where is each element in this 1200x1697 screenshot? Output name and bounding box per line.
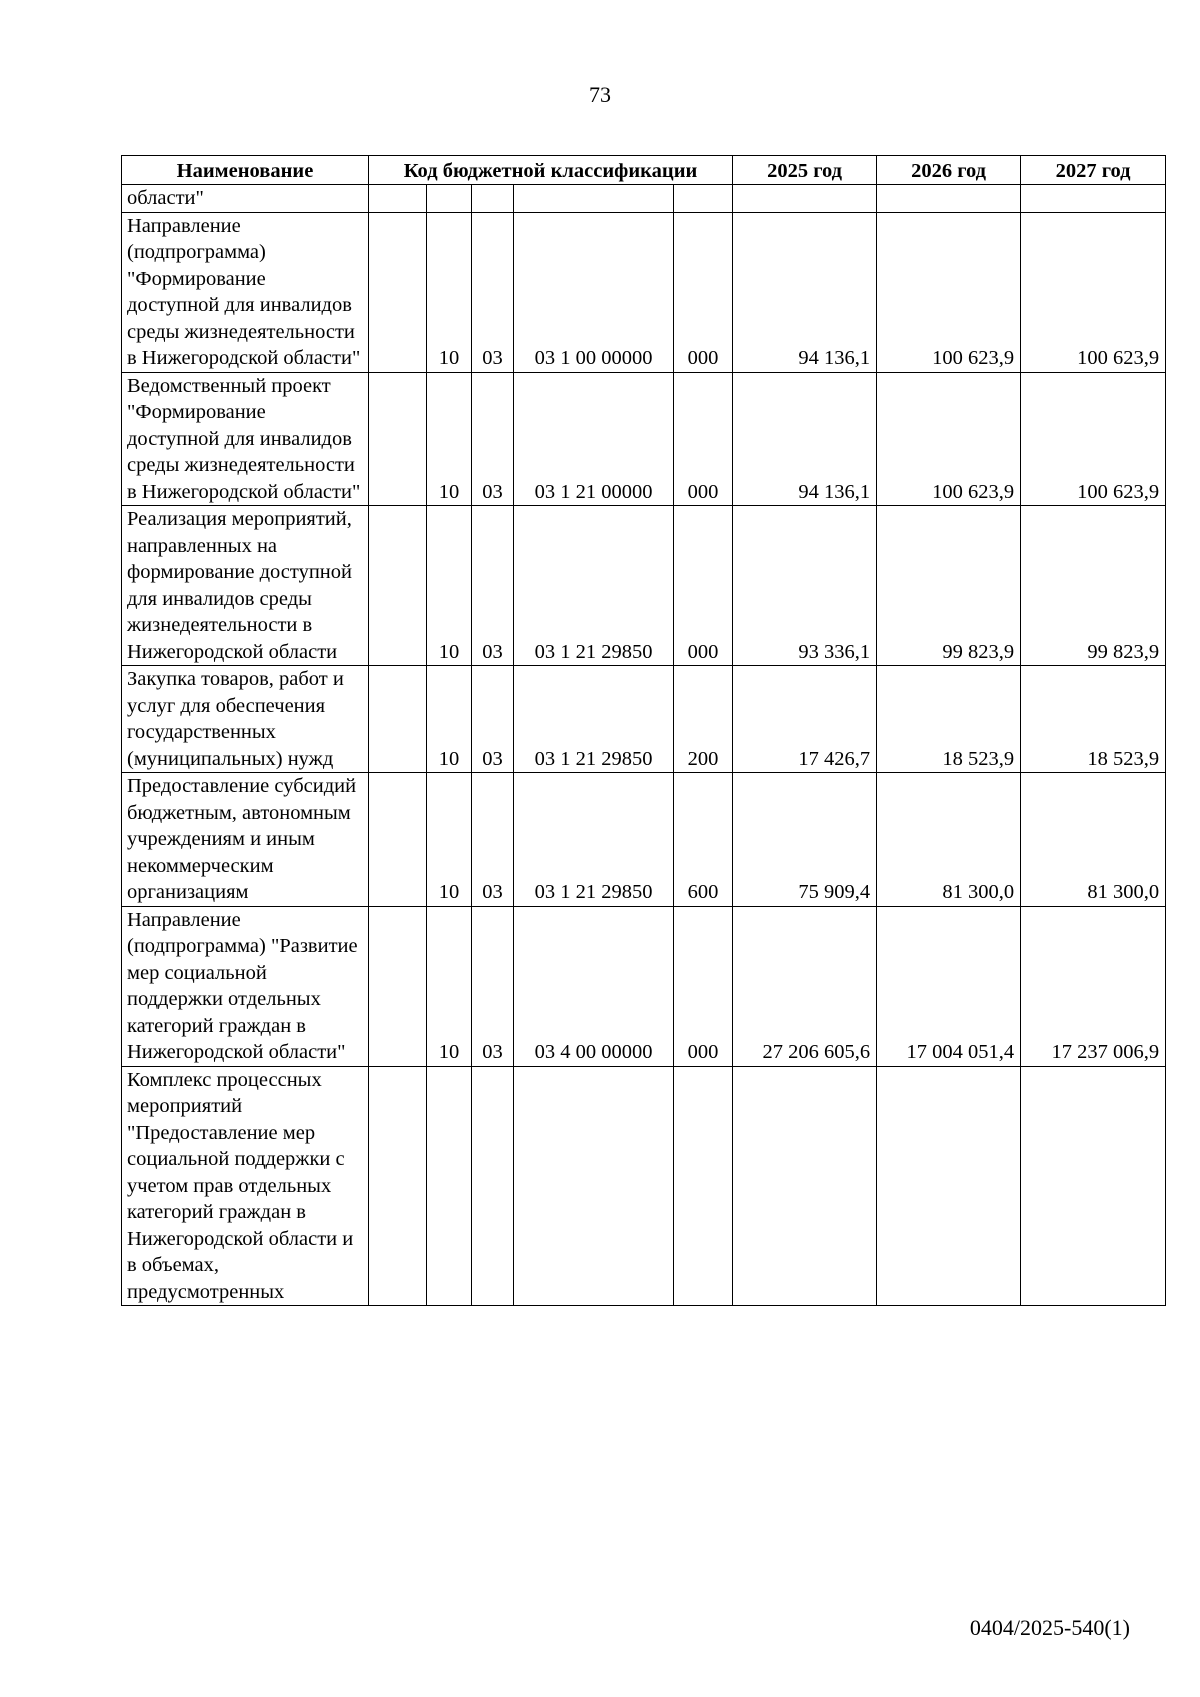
code-target-article: 03 1 21 29850	[514, 666, 674, 773]
value-2027: 81 300,0	[1021, 773, 1166, 907]
value-2027: 100 623,9	[1021, 212, 1166, 372]
code-expense-type: 200	[674, 666, 733, 773]
code-target-article: 03 1 00 00000	[514, 212, 674, 372]
value-2026: 18 523,9	[877, 666, 1021, 773]
code-part-1	[369, 773, 427, 907]
value-2027	[1021, 1066, 1166, 1306]
code-expense-type: 600	[674, 773, 733, 907]
row-name: Закупка товаров, работ и услуг для обеспечения государственных (муниципальных) нужд	[122, 666, 369, 773]
code-section	[427, 185, 472, 213]
header-name: Наименование	[122, 156, 369, 185]
code-part-1	[369, 212, 427, 372]
code-section: 10	[427, 506, 472, 666]
value-2025: 75 909,4	[733, 773, 877, 907]
value-2025: 94 136,1	[733, 212, 877, 372]
document-code: 0404/2025-540(1)	[969, 1615, 1130, 1640]
header-2027: 2027 год	[1021, 156, 1166, 185]
code-part-1	[369, 506, 427, 666]
header-2026: 2026 год	[877, 156, 1021, 185]
code-subsection: 03	[472, 773, 514, 907]
code-target-article: 03 1 21 29850	[514, 506, 674, 666]
value-2025	[733, 1066, 877, 1306]
code-target-article	[514, 1066, 674, 1306]
header-row	[122, 156, 1166, 185]
table-body	[122, 185, 1166, 1306]
code-subsection: 03	[472, 906, 514, 1066]
budget-table	[121, 155, 1166, 1306]
code-subsection	[472, 185, 514, 213]
value-2026	[877, 1066, 1021, 1306]
value-2026: 100 623,9	[877, 212, 1021, 372]
table-row	[122, 666, 1166, 773]
code-part-1	[369, 906, 427, 1066]
code-expense-type: 000	[674, 906, 733, 1066]
value-2025	[733, 185, 877, 213]
code-section: 10	[427, 906, 472, 1066]
value-2026: 81 300,0	[877, 773, 1021, 907]
code-section: 10	[427, 212, 472, 372]
code-subsection: 03	[472, 506, 514, 666]
code-section	[427, 1066, 472, 1306]
table-row	[122, 506, 1166, 666]
value-2027: 100 623,9	[1021, 372, 1166, 506]
value-2025: 17 426,7	[733, 666, 877, 773]
code-target-article: 03 1 21 29850	[514, 773, 674, 907]
table-row	[122, 372, 1166, 506]
code-subsection: 03	[472, 666, 514, 773]
value-2025: 94 136,1	[733, 372, 877, 506]
code-target-article: 03 4 00 00000	[514, 906, 674, 1066]
code-expense-type: 000	[674, 212, 733, 372]
code-section: 10	[427, 773, 472, 907]
value-2026: 100 623,9	[877, 372, 1021, 506]
code-expense-type: 000	[674, 506, 733, 666]
row-name: Предоставление субсидий бюджетным, автономным учреждениям и иным некоммерческим организациям	[122, 773, 369, 907]
code-section: 10	[427, 372, 472, 506]
value-2027: 18 523,9	[1021, 666, 1166, 773]
page-number: 73	[589, 82, 611, 107]
code-part-1	[369, 666, 427, 773]
code-section: 10	[427, 666, 472, 773]
header-code: Код бюджетной классификации	[369, 156, 733, 185]
code-expense-type: 000	[674, 372, 733, 506]
value-2026: 99 823,9	[877, 506, 1021, 666]
value-2027	[1021, 185, 1166, 213]
value-2025: 27 206 605,6	[733, 906, 877, 1066]
code-expense-type	[674, 185, 733, 213]
code-expense-type	[674, 1066, 733, 1306]
table-row	[122, 212, 1166, 372]
value-2026	[877, 185, 1021, 213]
value-2027: 99 823,9	[1021, 506, 1166, 666]
row-name: Реализация мероприятий, направленных на формирование доступной для инвалидов среды жизнедеятельности в Нижегородской области	[122, 506, 369, 666]
row-name: области"	[122, 185, 369, 213]
value-2025: 93 336,1	[733, 506, 877, 666]
table-row	[122, 185, 1166, 213]
row-name: Комплекс процессных мероприятий "Предоставление мер социальной поддержки с учетом прав отдельных категорий граждан в Нижегородской области и в объемах, предусмотренных	[122, 1066, 369, 1306]
code-part-1	[369, 1066, 427, 1306]
code-target-article	[514, 185, 674, 213]
code-part-1	[369, 185, 427, 213]
code-part-1	[369, 372, 427, 506]
table-row	[122, 906, 1166, 1066]
table-row	[122, 773, 1166, 907]
row-name: Ведомственный проект "Формирование доступной для инвалидов среды жизнедеятельности в Нижегородской области"	[122, 372, 369, 506]
code-target-article: 03 1 21 00000	[514, 372, 674, 506]
code-subsection: 03	[472, 372, 514, 506]
row-name: Направление (подпрограмма) "Развитие мер социальной поддержки отдельных категорий граждан в Нижегородской области"	[122, 906, 369, 1066]
value-2027: 17 237 006,9	[1021, 906, 1166, 1066]
header-2025: 2025 год	[733, 156, 877, 185]
table-row	[122, 1066, 1166, 1306]
code-subsection: 03	[472, 212, 514, 372]
code-subsection	[472, 1066, 514, 1306]
row-name: Направление (подпрограмма) "Формирование доступной для инвалидов среды жизнедеятельности в Нижегородской области"	[122, 212, 369, 372]
value-2026: 17 004 051,4	[877, 906, 1021, 1066]
